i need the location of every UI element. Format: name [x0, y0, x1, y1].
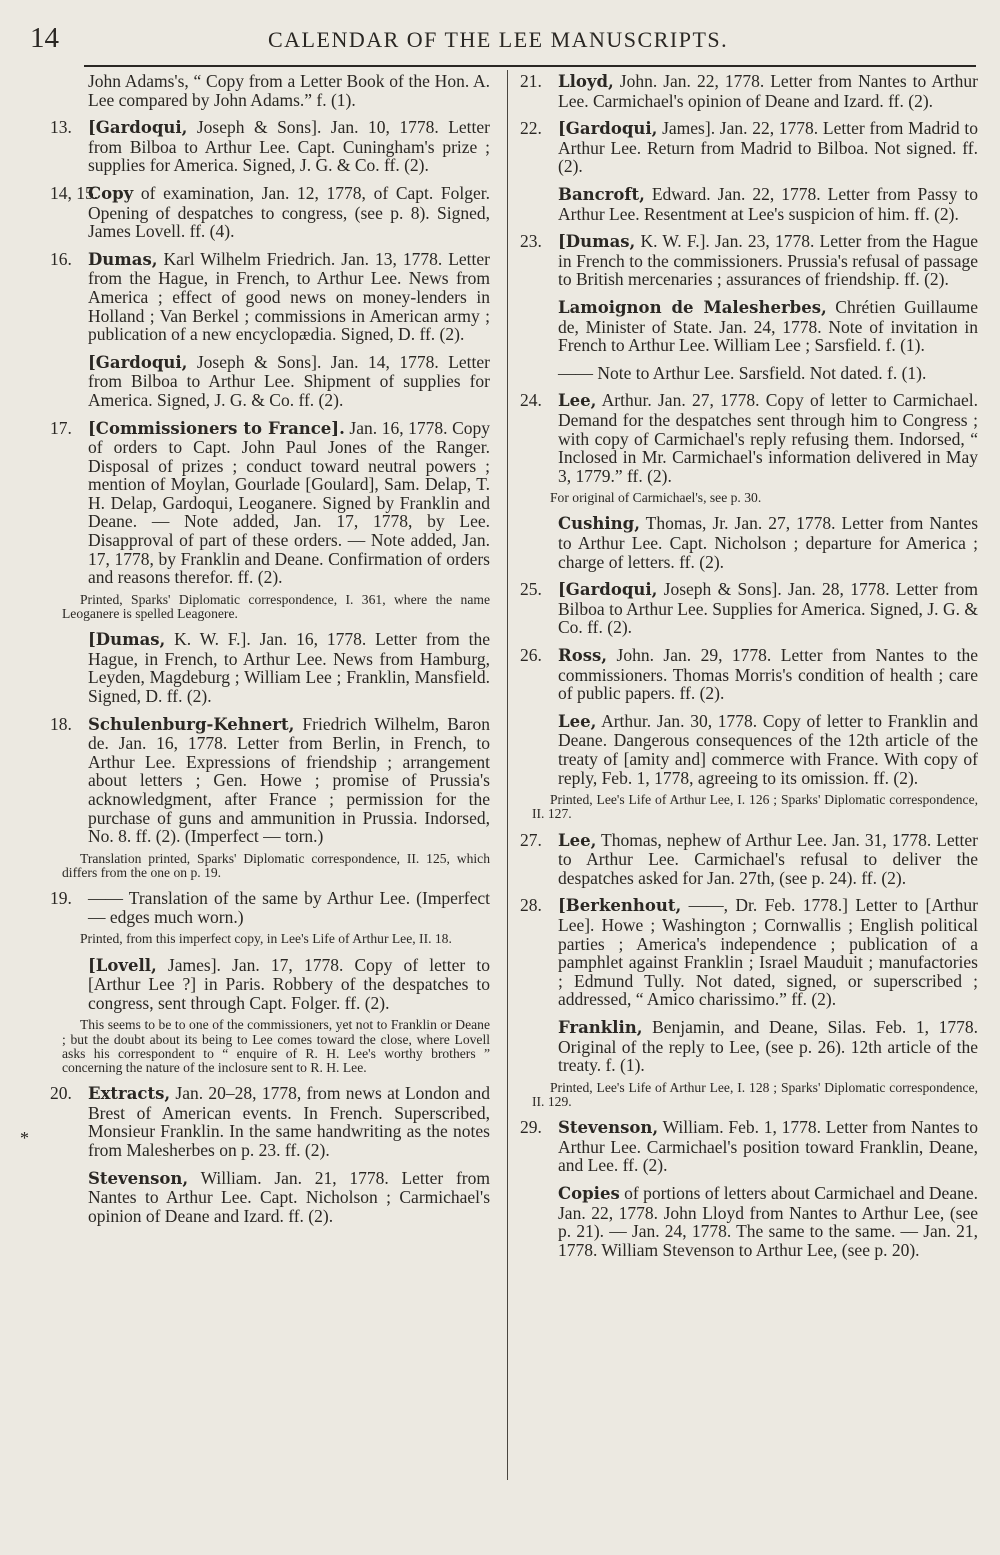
- entry-text: Benjamin, and Deane, Silas. Feb. 1, 1778. Original of the reply to Lee, (see p. 26). 12th article of the treaty. f. (1).: [558, 1016, 978, 1076]
- catalog-entry: [50, 1084, 490, 1159]
- entry-number: 25.: [520, 579, 542, 600]
- catalog-entry: [50, 118, 490, 175]
- entry-heading: [Lovell,: [88, 955, 157, 975]
- catalog-entry: [50, 715, 490, 846]
- footnote: Printed, Lee's Life of Arthur Lee, I. 128 ; Sparks' Diplomatic correspondence, II. 129.: [532, 1079, 978, 1109]
- header-rule: [84, 65, 976, 67]
- entry-heading: [Berkenhout,: [558, 896, 682, 916]
- entry-text: ——, Dr. Feb. 1778.] Letter to [Arthur Lee]. Howe ; Washington ; Cornwallis ; English political parties ; America's independence ; publication of a pamphlet against Franklin ; Israel Mauduit ; manufactories ; Edmund Tully. Not dated, signed, or superscribed ; addressed, “ Amico charissimo.” ff. (2).: [558, 895, 978, 1010]
- column-divider: [507, 70, 508, 1480]
- entry-heading: Copies: [558, 1183, 620, 1203]
- entry-text: John. Jan. 22, 1778. Letter from Nantes to Arthur Lee. Carmichael's opinion of Deane and Izard. ff. (2).: [558, 71, 978, 111]
- entry-number: 21.: [520, 71, 542, 91]
- entry-number: 28.: [520, 895, 542, 916]
- entry-number: 20.: [50, 1083, 72, 1104]
- catalog-subentry: [520, 185, 978, 223]
- catalog-entry: [520, 1118, 978, 1175]
- page-number: 14: [30, 22, 59, 54]
- entry-heading: Dumas,: [88, 249, 158, 269]
- catalog-entry: [50, 250, 490, 344]
- left-column: [50, 72, 490, 1234]
- entry-heading: Cushing,: [558, 514, 640, 534]
- entry-text: Arthur. Jan. 27, 1778. Copy of letter to Carmichael. Demand for the despatches sent through him to Congress ; with copy of Carmichael's reply refusing them. Indorsed, “ Inclosed in Mr. Carmichael's information delivered in May 3, 1779.” ff. (2).: [558, 390, 978, 486]
- entry-text: Thomas, nephew of Arthur Lee. Jan. 31, 1778. Letter to Arthur Lee. Carmichael's refusal to deliver the despatches asked for Jan. 27th, (see p. 24). ff. (2).: [558, 829, 978, 888]
- entry-text: Karl Wilhelm Friedrich. Jan. 13, 1778. Letter from the Hague, in French, to Arthur Lee. News from America ; effect of good news on money-lenders in Holland ; Van Berkel ; commissions in American army ; publication of a new encyclopædia. Signed, D. ff. (2).: [88, 248, 490, 345]
- entry-text: Arthur. Jan. 30, 1778. Copy of letter to Franklin and Deane. Dangerous consequences of the 12th article of the treaty of [amity and] commerce with France. With copy of reply, Feb. 1, 1778, agreeing to its omission. ff. (2).: [558, 710, 978, 788]
- entry-text: of portions of letters about Carmichael and Deane. Jan. 22, 1778. John Lloyd from Nantes to Arthur Lee, (see p. 21). — Jan. 24, 1778. The same to the same. — Jan. 21, 1778. William Stevenson to Arthur Lee, (see p. 20).: [558, 1182, 978, 1260]
- entry-heading: [Gardoqui,: [88, 118, 188, 138]
- entry-text: Joseph & Sons]. Jan. 10, 1778. Letter from Bilboa to Arthur Lee. Capt. Cuningham's prize ; supplies for America. Signed, J. G. & Co. ff. (2).: [88, 117, 490, 176]
- entry-heading: Ross,: [558, 646, 608, 666]
- entry-heading: Lee,: [558, 711, 597, 731]
- entry-heading: [Gardoqui,: [558, 580, 658, 600]
- catalog-subentry: [520, 1184, 978, 1259]
- entry-text: John Adams's, “ Copy from a Letter Book of the Hon. A. Lee compared by John Adams.” f. (1).: [88, 71, 490, 110]
- entry-heading: Franklin,: [558, 1017, 643, 1037]
- entry-heading: Bancroft,: [558, 184, 645, 204]
- footnote: Printed, Lee's Life of Arthur Lee, I. 126 ; Sparks' Diplomatic correspondence, II. 127.: [532, 792, 978, 822]
- entry-heading: Extracts,: [88, 1084, 171, 1104]
- entry-text: Friedrich Wilhelm, Baron de. Jan. 16, 1778. Letter from Berlin, in French, to Arthur Lee. Expressions of friendship ; arrangement about letters ; Gen. Howe ; promise of Prussia's acknowledgment, after France ; permission for the purchase of guns and ammunition in Prussia. Indorsed, No. 8. ff. (2). (Imperfect — torn.): [88, 713, 490, 847]
- entry-text: John. Jan. 29, 1778. Letter from Nantes to the commissioners. Thomas Morris's condition of health ; care of public papers. ff. (2).: [558, 645, 978, 704]
- catalog-entry: [520, 580, 978, 637]
- entry-text: —— Note to Arthur Lee. Sarsfield. Not dated. f. (1).: [558, 362, 927, 383]
- entry-text: K. W. F.]. Jan. 23, 1778. Letter from the Hague in French to the commissioners. Prussia's refusal of passage to British mercenaries ; assurances of friendship. ff. (2).: [558, 231, 978, 290]
- catalog-entry: [520, 896, 978, 1009]
- page-header: [0, 0, 1000, 60]
- footnote: Printed, Sparks' Diplomatic correspondence, I. 361, where the name Leoganere is spelled Leagonere.: [62, 591, 490, 622]
- entry-text: James]. Jan. 17, 1778. Copy of letter to [Arthur Lee ?] in Paris. Robbery of the despatches to congress, sent through Capt. Folger. ff. (2).: [88, 954, 490, 1013]
- footnote: Translation printed, Sparks' Diplomatic correspondence, II. 125, which differs from the one on p. 19.: [62, 850, 490, 880]
- entry-text: Chrétien Guillaume de, Minister of State. Jan. 24, 1778. Note of invitation in French to Arthur Lee. William Lee ; Sarsfield. f. (1).: [558, 296, 978, 356]
- right-column: [520, 72, 978, 1268]
- entry-text: William. Feb. 1, 1778. Letter from Nantes to Arthur Lee. Carmichael's position toward Franklin, Deane, and Lee. ff. (2).: [558, 1117, 978, 1176]
- footnote: For original of Carmichael's, see p. 30.: [550, 490, 762, 506]
- entry-heading: [Dumas,: [88, 630, 166, 650]
- entry-heading: Copy: [88, 183, 134, 203]
- entry-heading: Lamoignon de Malesherbes,: [558, 297, 827, 317]
- entry-text: of examination, Jan. 12, 1778, of Capt. Folger. Opening of despatches to congress, (see p. 8). Signed, James Lovell. ff. (4).: [88, 182, 490, 242]
- entry-heading: Schulenburg-Kehnert,: [88, 714, 295, 734]
- catalog-entry: [520, 72, 978, 110]
- catalog-entry: [50, 889, 490, 926]
- entry-text: —— Translation of the same by Arthur Lee. (Imperfect — edges much worn.): [88, 888, 490, 927]
- entry-heading: Stevenson,: [558, 1118, 659, 1138]
- entry-heading: [Gardoqui,: [558, 119, 658, 139]
- catalog-subentry: [520, 298, 978, 355]
- catalog-subentry: [50, 1169, 490, 1226]
- catalog-subentry: [520, 364, 978, 383]
- catalog-entry: [520, 646, 978, 703]
- entry-number: 17.: [50, 417, 72, 438]
- entry-number: 18.: [50, 713, 72, 734]
- entry-text: K. W. F.]. Jan. 16, 1778. Letter from the Hague, in French, to Arthur Lee. News from Hamburg, Leyden, Magdeburg ; William Lee ; Franklin, Mansfield. Signed, D. ff. (2).: [88, 629, 490, 707]
- entry-heading: [Gardoqui,: [88, 352, 188, 372]
- entry-text: Thomas, Jr. Jan. 27, 1778. Letter from Nantes to Arthur Lee. Capt. Nicholson ; departure for America ; charge of letters. ff. (2).: [558, 513, 978, 572]
- entry-text: Jan. 16, 1778. Copy of orders to Capt. John Paul Jones of the Ranger. Disposal of prizes ; conduct toward neutral powers ; mention of Moylan, Gourlade [Goulard], Sam. Delap, T. H. Delap, Gardoqui, Leoganere. Signed by Franklin and Deane. — Note added, Jan. 17, 1778, by Lee. Disapproval of part of these orders. — Note added, Jan. 17, 1778, by Franklin and Deane. Confirmation of orders and reasons therefor. ff. (2).: [88, 417, 490, 588]
- entry-number: 26.: [520, 645, 542, 666]
- running-title: CALENDAR OF THE LEE MANUSCRIPTS.: [268, 27, 729, 52]
- entry-number: 13.: [50, 117, 72, 138]
- entry-number: 16.: [50, 248, 72, 269]
- margin-asterisk: *: [20, 1128, 29, 1148]
- footnote: This seems to be to one of the commissioners, yet not to Franklin or Deane ; but the doubt about its being to Lee comes toward the close, where Lovell asks his correspondent to “ enquire of R. H. Lee's worthy brothers ” concerning the nature of the inclosure sent to R. H. Lee.: [62, 1017, 490, 1075]
- entry-number: 14, 15.: [50, 182, 99, 203]
- catalog-subentry: [520, 1018, 978, 1075]
- entry-heading: Lloyd,: [558, 72, 614, 91]
- entry-text: William. Jan. 21, 1778. Letter from Nantes to Arthur Lee. Capt. Nicholson ; Carmichael's opinion of Deane and Izard. ff. (2).: [88, 1167, 490, 1226]
- catalog-entry: [520, 831, 978, 888]
- catalog-subentry: [520, 514, 978, 571]
- entry-text: Joseph & Sons]. Jan. 28, 1778. Letter from Bilboa to Arthur Lee. Supplies for America. Signed, J. G. & Co. ff. (2).: [558, 579, 978, 638]
- catalog-subentry: [50, 353, 490, 410]
- catalog-entry: [50, 184, 490, 241]
- entry-number: 19.: [50, 888, 72, 909]
- entry-number: 27.: [520, 829, 542, 850]
- entry-number: 22.: [520, 118, 542, 139]
- entry-heading: [Dumas,: [558, 232, 636, 252]
- entry-text: Jan. 20–28, 1778, from news at London and Brest of American events. In French. Superscribed, Monsieur Franklin. In the same handwriting as the notes from Malesherbes on p. 23. ff. (2).: [88, 1083, 490, 1160]
- entry-text: Joseph & Sons]. Jan. 14, 1778. Letter from Bilboa to Arthur Lee. Shipment of supplies for America. Signed, J. G. & Co. ff. (2).: [88, 351, 490, 410]
- footnote: Printed, from this imperfect copy, in Lee's Life of Arthur Lee, II. 18.: [80, 931, 452, 947]
- catalog-entry: [520, 119, 978, 176]
- catalog-subentry: [50, 72, 490, 109]
- entry-number: 29.: [520, 1117, 542, 1138]
- catalog-entry: [50, 419, 490, 587]
- catalog-entry: [520, 232, 978, 289]
- entry-text: Edward. Jan. 22, 1778. Letter from Passy to Arthur Lee. Resentment at Lee's suspicion of him. ff. (2).: [558, 183, 978, 224]
- catalog-entry: [520, 391, 978, 485]
- catalog-subentry: [50, 630, 490, 705]
- entry-heading: [Commissioners to France].: [88, 418, 345, 438]
- entry-text: James]. Jan. 22, 1778. Letter from Madrid to Arthur Lee. Return from Madrid to Bilboa. Not signed. ff. (2).: [558, 118, 978, 177]
- entry-heading: Stevenson,: [88, 1168, 189, 1188]
- entry-number: 24.: [520, 390, 542, 411]
- catalog-subentry: [520, 712, 978, 787]
- entry-heading: Lee,: [558, 830, 597, 850]
- catalog-subentry: [50, 956, 490, 1013]
- entry-heading: Lee,: [558, 391, 597, 411]
- entry-number: 23.: [520, 231, 542, 252]
